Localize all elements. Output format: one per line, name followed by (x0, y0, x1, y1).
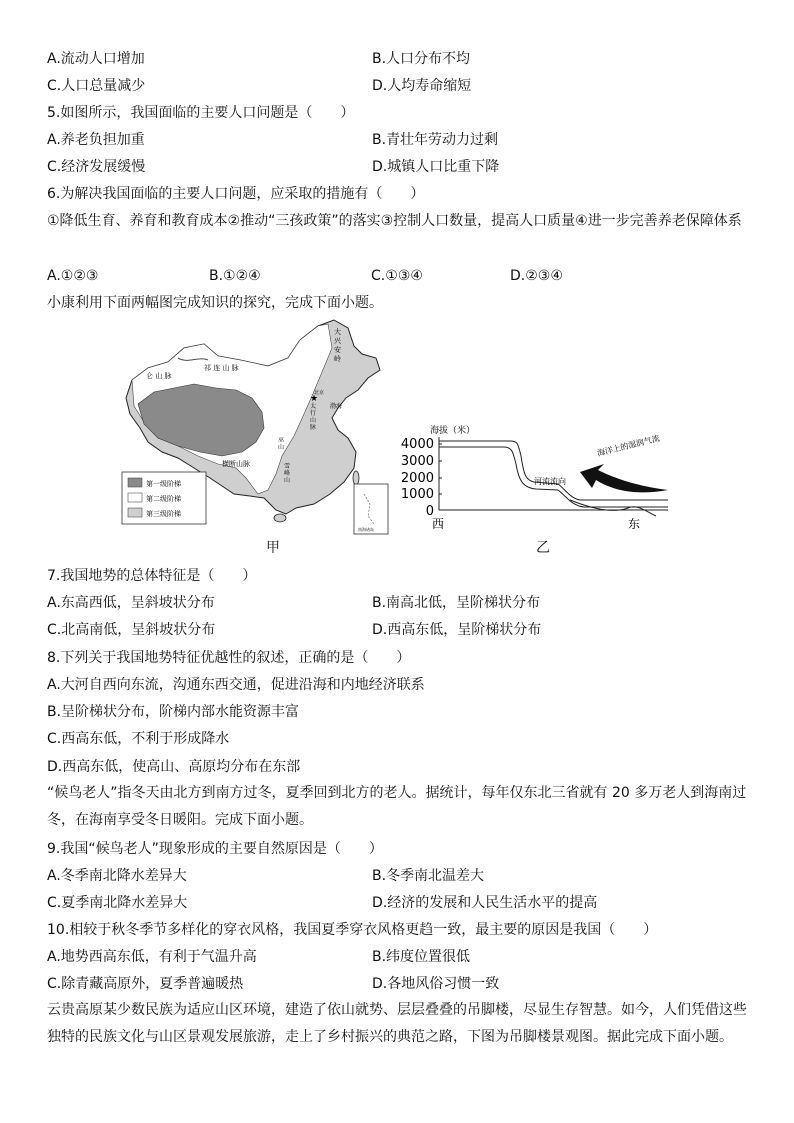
legend-swatch-tier1 (128, 478, 142, 487)
svg-text:岭: 岭 (334, 355, 341, 363)
q5-option-c: C.经济发展缓慢 (47, 159, 146, 175)
legend-swatch-tier3 (128, 508, 142, 517)
map-label-wushan-group (278, 437, 284, 451)
map-label-taihang-group (310, 402, 316, 431)
q9-option-c: C.夏季南北降水差异大 (47, 895, 188, 911)
q9-option-b: B.冬季南北温差大 (372, 868, 485, 884)
legend-label-tier2: 第二级阶梯 (146, 495, 181, 503)
svg-text:雪: 雪 (284, 463, 291, 470)
china-terrain-map (118, 318, 390, 536)
q6-stem: 6.为解决我国面临的主要人口问题，应采取的措施有（ ） (47, 186, 425, 202)
q10-option-d: D.各地风俗习惯一致 (372, 976, 500, 992)
legend-swatch-tier2 (128, 493, 142, 502)
q9-stem: 9.我国“候鸟老人”现象形成的主要自然原因是（ ） (47, 841, 383, 857)
q4-option-c: C.人口总量减少 (47, 78, 146, 94)
profile-ytick-0: 0 (425, 504, 434, 519)
q7-option-d: D.西高东低，呈阶梯状分布 (372, 622, 542, 638)
svg-text:脉: 脉 (310, 424, 317, 431)
figures-intro: 小康利用下面两幅图完成知识的探究，完成下面小题。 (47, 295, 383, 311)
q8-option-c: C.西高东低，不利于形成降水 (47, 731, 230, 747)
q6-option-d: D.②③④ (510, 268, 563, 284)
svg-text:峰: 峰 (284, 470, 291, 477)
map-label-bohai: 渤海 (330, 403, 343, 410)
profile-river-label: 河流流向 (534, 477, 566, 486)
q4-option-d: D.人均寿命缩短 (372, 78, 472, 94)
beijing-star-icon: ★ (310, 394, 319, 404)
q10-option-b: B.纬度位置很低 (372, 949, 471, 965)
q7-option-a: A.东高西低，呈斜坡状分布 (47, 595, 215, 611)
q6-option-c: C.①③④ (371, 268, 423, 284)
q6-statement: ①降低生育、养育和教育成本②推动“三孩政策”的落实③控制人口数量，提高人口质量④进一步完善养老保障体系 (47, 213, 742, 229)
svg-text:山: 山 (284, 477, 291, 484)
q5-stem: 5.如图所示，我国面临的主要人口问题是（ ） (47, 105, 355, 121)
figure-caption-yi: 乙 (536, 540, 550, 556)
map-label-kunlun: 仑 山 脉 (146, 372, 172, 380)
map-label-hengduan: 横断山脉 (222, 460, 250, 468)
profile-air-label: 海洋上的湿润气流 (596, 433, 661, 458)
q10-stem: 10.相较于秋冬季节多样化的穿衣风格，我国夏季穿衣风格更趋一致，最主要的原因是我国（ ） (47, 922, 658, 938)
q9-intro: “候鸟老人”指冬天由北方到南方过冬，夏季回到北方的老人。据统计，每年仅东北三省就有 20 多万老人到海南过冬，在海南享受冬日暖阳。完成下面小题。 (47, 785, 747, 828)
svg-text:安: 安 (334, 346, 341, 354)
moist-air-arrow-icon (580, 464, 668, 492)
q9-option-a: A.冬季南北降水差异大 (47, 868, 187, 884)
legend-label-tier1: 第一级阶梯 (146, 480, 181, 488)
final-intro: 云贵高原某少数民族为适应山区环境，建造了依山就势、层层叠叠的吊脚楼，尽显生存智慧。如今，人们凭借这些独特的民族文化与山区景观发展旅游，走上了乡村振兴的典范之路，下图为吊脚楼景观图。据此完成下面小题。 (47, 1002, 747, 1045)
q10-option-c: C.除青藏高原外，夏季普遍暖热 (47, 976, 244, 992)
svg-text:巫: 巫 (278, 437, 285, 444)
q8-stem: 8.下列关于我国地势特征优越性的叙述，正确的是（ ） (47, 650, 411, 666)
terrain-profile-chart (400, 420, 680, 532)
q9-option-d: D.经济的发展和人民生活水平的提高 (372, 895, 598, 911)
q8-option-a: A.大河自西向东流，沟通东西交通，促进沿海和内地经济联系 (47, 677, 425, 693)
q10-option-a: A.地势西高东低，有利于气温升高 (47, 949, 257, 965)
q7-option-b: B.南高北低，呈阶梯状分布 (372, 595, 541, 611)
svg-text:兴: 兴 (334, 337, 341, 345)
legend-label-tier3: 第三级阶梯 (146, 510, 181, 518)
q8-option-b: B.呈阶梯状分布，阶梯内部水能资源丰富 (47, 704, 300, 720)
svg-text:山: 山 (310, 417, 317, 424)
q5-option-b: B.青壮年劳动力过剩 (372, 132, 499, 148)
q6-option-b: B.①②④ (209, 268, 261, 284)
map-inset-label: 南海诸岛 (358, 527, 374, 532)
q7-stem: 7.我国地势的总体特征是（ ） (47, 568, 257, 584)
profile-ytick-3000: 3000 (400, 454, 434, 469)
map-label-xuefeng-group (284, 462, 290, 484)
profile-west-label: 西 (432, 517, 445, 531)
svg-text:太: 太 (310, 403, 317, 410)
q7-option-c: C.北高南低，呈斜坡状分布 (47, 622, 216, 638)
map-label-beijing: 北京 (314, 390, 325, 396)
q4-option-b: B.人口分布不均 (372, 51, 471, 67)
profile-ytick-2000: 2000 (400, 471, 434, 486)
svg-text:行: 行 (310, 410, 317, 417)
q4-option-a: A.流动人口增加 (47, 51, 145, 67)
svg-text:大: 大 (334, 328, 341, 336)
q5-option-d: D.城镇人口比重下降 (372, 159, 500, 175)
svg-text:山: 山 (278, 444, 285, 451)
profile-east-label: 东 (628, 517, 641, 531)
profile-ylabel: 海拔（米） (430, 426, 476, 436)
figure-caption-jia: 甲 (266, 540, 280, 556)
profile-ytick-4000: 4000 (400, 437, 434, 452)
q8-option-d: D.西高东低，使高山、高原均分布在东部 (47, 759, 301, 775)
map-label-qilian: 祁 连 山 脉 (204, 364, 239, 372)
profile-ytick-1000: 1000 (400, 487, 434, 502)
q5-option-a: A.养老负担加重 (47, 132, 145, 148)
q6-option-a: A.①②③ (47, 268, 99, 284)
